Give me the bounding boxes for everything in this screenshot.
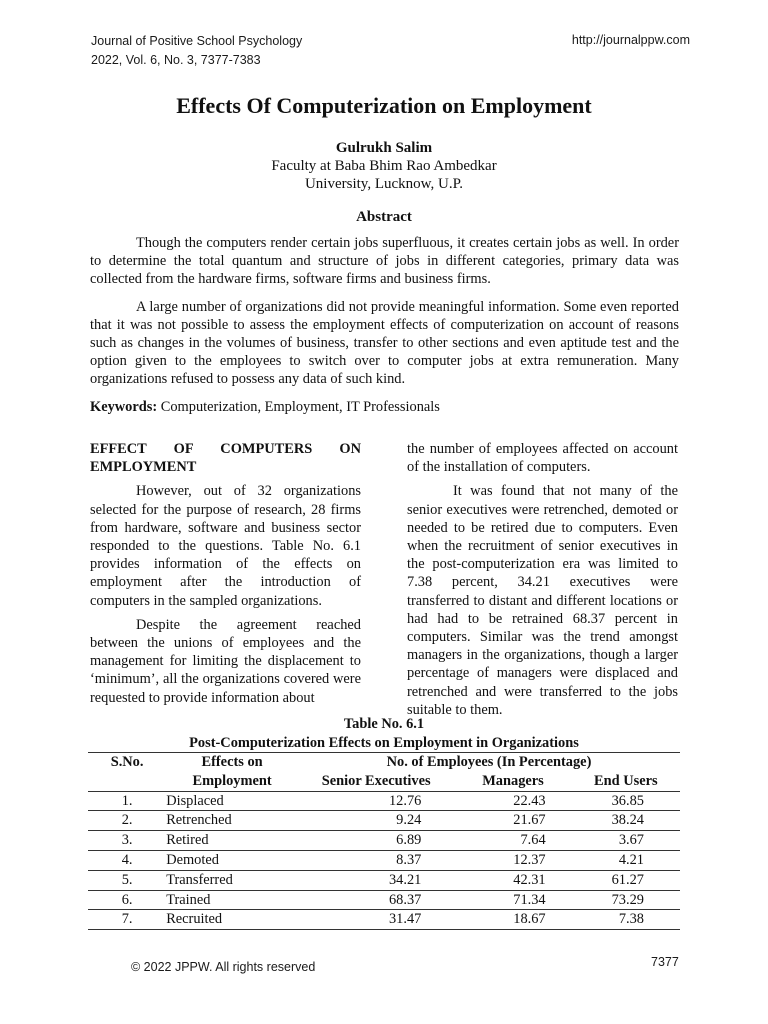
keywords-label: Keywords: bbox=[90, 398, 158, 415]
cell-sno: 5. bbox=[121, 871, 133, 888]
cell-sno: 4. bbox=[121, 851, 133, 868]
header-managers: Managers bbox=[454, 772, 571, 791]
cell-effect: Demoted bbox=[166, 851, 219, 868]
table-title: Post-Computerization Effects on Employment in Organizations bbox=[189, 735, 579, 751]
keywords bbox=[90, 398, 679, 416]
cell-managers: 71.34 bbox=[513, 891, 546, 908]
body-paragraph-1: However, out of 32 organizations selected for the purpose of research, 28 firms from hardware, software and business sector responded to the questions. Table No. 6.1 provides information of the effects on employment after the introduction of computers in the sampled organizations. bbox=[90, 483, 361, 609]
journal-volume: 2022, Vol. 6, No. 3, 7377-7383 bbox=[91, 53, 261, 67]
cell-end-users: 61.27 bbox=[611, 871, 644, 888]
page-number: 7377 bbox=[651, 955, 679, 969]
cell-sno: 2. bbox=[121, 812, 133, 829]
cell-end-users: 36.85 bbox=[611, 792, 644, 809]
table-row bbox=[88, 831, 680, 851]
cell-effect: Trained bbox=[166, 891, 211, 908]
author-affiliation-line2: University, Lucknow, U.P. bbox=[304, 176, 464, 192]
header-effects-line1: Effects on bbox=[166, 753, 298, 772]
abstract-body bbox=[90, 234, 679, 416]
cell-managers: 12.37 bbox=[513, 851, 546, 868]
cell-senior: 8.37 bbox=[396, 851, 422, 868]
cell-managers: 21.67 bbox=[513, 812, 546, 829]
journal-url[interactable]: http://journalppw.com bbox=[571, 33, 690, 47]
header-employees-group: No. of Employees (In Percentage) bbox=[298, 753, 680, 772]
header-sno: S.No. bbox=[88, 753, 166, 772]
header-end-users: End Users bbox=[572, 772, 680, 791]
body-column-right bbox=[407, 440, 678, 725]
cell-managers: 42.31 bbox=[513, 871, 546, 888]
cell-sno: 6. bbox=[121, 891, 133, 908]
table-row bbox=[88, 791, 680, 811]
author-block bbox=[0, 139, 768, 193]
body-paragraph-2: Despite the agreement reached between the unions of employees and the management for limiting the displacement to ‘minimum’, all the organizations covered were requested to provide information about bbox=[90, 616, 361, 706]
section-heading bbox=[90, 440, 361, 458]
abstract-heading: Abstract bbox=[356, 209, 412, 225]
header-effects-line2: Employment bbox=[166, 772, 298, 791]
running-header bbox=[91, 32, 302, 70]
cell-end-users: 4.21 bbox=[618, 851, 644, 868]
journal-name: Journal of Positive School Psychology bbox=[91, 34, 303, 48]
body-paragraph-3: It was found that not many of the senior executives were retrenched, demoted or needed to be retired due to computers. Even when the recruitment of senior executives in the post-computerization era was limited to 7.38 percent, 34.21 executives were transferred to distant and different locations or had had to be retrained 68.37 percent in computers. Similar was the trend amongst managers in the organizations, though a larger percentage of managers were displaced and retrenched and were transferred to the jobs suitable to them. bbox=[407, 483, 678, 718]
keywords-list: Computerization, Employment, IT Professionals bbox=[160, 398, 440, 415]
table-caption bbox=[0, 715, 768, 753]
cell-senior: 6.89 bbox=[396, 832, 422, 849]
cell-senior: 31.47 bbox=[388, 911, 422, 928]
cell-effect: Retired bbox=[166, 832, 209, 849]
cell-senior: 34.21 bbox=[388, 871, 422, 888]
table-number: Table No. 6.1 bbox=[343, 716, 425, 732]
cell-sno: 3. bbox=[121, 832, 133, 849]
table-row bbox=[88, 850, 680, 870]
cell-managers: 18.67 bbox=[513, 911, 546, 928]
cell-managers: 22.43 bbox=[513, 792, 546, 809]
author-affiliation-line1: Faculty at Baba Bhim Rao Ambedkar bbox=[271, 158, 497, 174]
cell-sno: 7. bbox=[121, 911, 133, 928]
abstract-paragraph-2: A large number of organizations did not provide meaningful information. Some even reported that it was not possible to assess the employment effects of computerization on account of reasons such as changes in the volumes of business, transfer to other sections and even aptitude test and the option given to the employees to switch over to computer jobs at extra remuneration. Many organizations refused to possess any data of such kind. bbox=[90, 298, 679, 388]
section-heading-line1: EFFECT OF COMPUTERS ON bbox=[90, 441, 361, 457]
cell-end-users: 73.29 bbox=[611, 891, 644, 908]
cell-senior: 12.76 bbox=[388, 792, 422, 809]
cell-effect: Recruited bbox=[166, 911, 223, 928]
cell-effect: Displaced bbox=[166, 792, 224, 809]
cell-senior: 68.37 bbox=[388, 891, 422, 908]
cell-end-users: 38.24 bbox=[611, 812, 644, 829]
cell-effect: Retrenched bbox=[166, 812, 232, 829]
effects-table bbox=[88, 752, 680, 930]
abstract-paragraph-1: Though the computers render certain jobs superfluous, it creates certain jobs as well. In order to determine the total quantum and structure of jobs in different categories, primary data was collected from the hardware firms, software firms and business firms. bbox=[90, 235, 679, 288]
cell-managers: 7.64 bbox=[520, 832, 546, 849]
cell-senior: 9.24 bbox=[396, 812, 422, 829]
body-column-left bbox=[90, 440, 361, 713]
section-heading-line2: EMPLOYMENT bbox=[90, 459, 197, 476]
author-name: Gulrukh Salim bbox=[335, 140, 433, 156]
table-row bbox=[88, 890, 680, 910]
cell-end-users: 3.67 bbox=[618, 832, 644, 849]
copyright-notice: © 2022 JPPW. All rights reserved bbox=[131, 960, 316, 974]
header-senior-executives: Senior Executives bbox=[298, 772, 454, 791]
table-row bbox=[88, 811, 680, 831]
body-paragraph-2-continued: the number of employees affected on account of the installation of computers. bbox=[407, 441, 678, 476]
table-row bbox=[88, 910, 680, 930]
cell-end-users: 7.38 bbox=[618, 911, 644, 928]
paper-title: Effects Of Computerization on Employment bbox=[176, 93, 592, 118]
table-row bbox=[88, 870, 680, 890]
cell-effect: Transferred bbox=[166, 871, 233, 888]
cell-sno: 1. bbox=[121, 792, 133, 809]
